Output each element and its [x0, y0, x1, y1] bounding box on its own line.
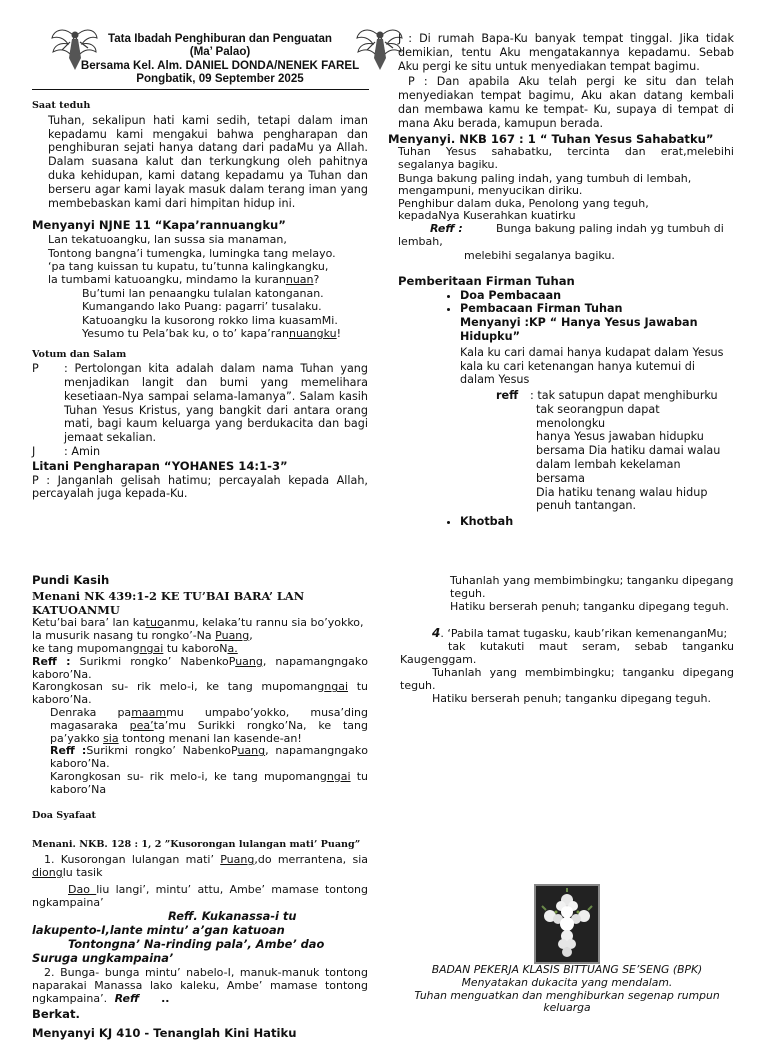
- song-heading: Menyanyi :KP “ Hanya Yesus Jawaban Hidupku”: [460, 316, 698, 343]
- lyric-line: Kumangando lako Puang: pagarri’ tusalaku.: [82, 300, 322, 314]
- lyric-text: 1. Kusorongan lulangan mati’: [44, 853, 221, 867]
- lyric-underlined: ngai: [326, 769, 351, 783]
- section-heading-nkb167: Menyanyi. NKB 167 : 1 “ Tuhan Yesus Sahabatku”: [388, 131, 714, 146]
- footer-org: BADAN PEKERJA KLASIS BITTUANG SE’SENG (BPK): [431, 963, 703, 976]
- header-rule: [32, 89, 369, 90]
- lyric-line: Tuhan Yesus sahabatku, tercinta dan erat,melebihi segalanya bagiku.: [398, 145, 734, 171]
- header-family: Bersama Kel. Alm. DANIEL DONDA/NENEK FAREL: [80, 58, 360, 72]
- footer-message: Menyatakan dukacita yang mendalam.: [461, 975, 673, 989]
- lyric-text: la musurik nasang tu rongko’-Na: [32, 629, 216, 643]
- lyric-text: , napamangngakо kaboro’Na.: [50, 744, 368, 771]
- reff-line: Reff. Kukanassa-i tu lakupento-I,lante mintu’ a’gan katuoan: [32, 909, 297, 938]
- lyric-text: ?: [313, 273, 320, 287]
- lyric-text: ..: [161, 991, 170, 1005]
- header-date: Pongbatik, 09 September 2025: [136, 72, 304, 86]
- lyric-line: [400, 627, 734, 640]
- reff-label: Reff :: [430, 221, 463, 235]
- lyric-line: [32, 854, 368, 880]
- lyric-underlined: uang: [235, 654, 263, 668]
- lyric-underlined: nuangku: [288, 327, 337, 341]
- lyric-text: ke tang mupomang: [32, 641, 140, 655]
- lyric-line: ‘pa tang kuissan tu kupatu, tu’tunna kalingkangku,: [48, 259, 329, 273]
- kp-song: [398, 316, 734, 513]
- flower-cross-icon: [536, 886, 598, 962]
- lyric-text: tu kaboro’Na.: [32, 680, 368, 707]
- section-heading-nk439: Menani NK 439:1-2 KE TU’BAI BARA’ LAN KATUOANMU: [32, 588, 305, 617]
- lyric-text: lu tasik: [62, 865, 103, 879]
- footer-blessing: Tuhan menguatkan dan menghiburkan segenap rumpun keluarga: [414, 988, 720, 1015]
- lyric-line: Tuhanlah yang membimbingku; tanganku dipegang teguh.: [450, 574, 734, 600]
- section-heading-njne: Menyanyi NJNE 11 “Kapa’rannuangku”: [32, 218, 286, 233]
- header-subtitle: (Ma’ Palao): [189, 45, 251, 59]
- lyric-line: Bu’tumi lan penaangku tulalan katonganan.: [82, 286, 324, 300]
- votum-j: [32, 445, 368, 459]
- header-title: Tata Ibadah Penghiburan dan Penguatan: [108, 32, 332, 45]
- lyric-text: !: [336, 327, 342, 341]
- verse-number: 4: [432, 626, 441, 640]
- lyric-text: Ketu’bai bara’ lan ka: [32, 616, 146, 630]
- lyric-text: Surikmi rongko’ NabenkoP: [86, 744, 238, 758]
- lyric-underlined: Dao: [68, 882, 97, 896]
- lyric-text: 2. Bunga- bunga mintu’ nabelo-I, manuk-manuk tontong naparakai Manassa lako kaleku, Ambe’ mamase tontong ngkampaina’.: [32, 966, 368, 1005]
- lyric-underlined: nuan: [285, 273, 314, 287]
- litani-p-text: P : Dan apabila Aku telah pergi ke situ dan telah menyediakan tempat bagimu, Aku akan datang kembali dan membawa kamu ke tempat- Ku, supaya di tempat di mana Aku berada, kamupun berada.: [398, 75, 734, 130]
- votum-j-text: : Amin: [64, 445, 101, 458]
- lyric-text: ,: [249, 629, 253, 643]
- lyric-text: Surikmi rongko’ NabenkoP: [70, 654, 236, 668]
- left-column-top: [32, 99, 368, 501]
- left-column-bottom: [32, 574, 368, 1039]
- lyric-underlined: diong: [32, 865, 63, 879]
- lyric-text: Yesumo tu Pela’bak ku, o to’ kapa’ran: [82, 327, 289, 341]
- lyric-underlined: sia: [103, 731, 119, 745]
- reff-label: reff: [496, 389, 519, 403]
- section-heading-doa-syafaat: Doa Syafaat: [32, 809, 96, 821]
- list-item: • Pembacaan Firman Tuhan: [460, 302, 734, 316]
- page-header: [70, 32, 370, 86]
- lyric-line: Lan tekatuoangku, lan sussa sia manaman,: [48, 233, 287, 247]
- reff-line: dalam lembah kekelaman bersama: [536, 458, 681, 485]
- flower-cross-icon: [534, 884, 600, 964]
- reff-line: bersama Dia hatiku damai walau: [536, 444, 721, 458]
- votum-p-text: : Pertolongan kita adalah dalam nama Tuhan yang menjadikan langit dan bumi yang memelihara kesetiaan-Nya sampai selama-lamanya”. Salam kasih Tuhan Yesus Kristus, yang bangkit dari antara orang mati, bagi kaum keluarga yang berdukacita dan bagi jemaat sekalian.: [64, 362, 368, 445]
- lyric-text: Denraka pa: [50, 705, 132, 719]
- reff-line: : tak satupun dapat menghiburku: [530, 389, 718, 403]
- lyric-text: ,do merrantena, sia: [254, 853, 368, 867]
- section-heading-nkb128: Menani. NKB. 128 : 1, 2 ”Kusorongan lulangan mati’ Puang”: [32, 839, 361, 851]
- section-heading-pundi: Pundi Kasih: [32, 573, 110, 587]
- lyric-underlined: Puang: [220, 853, 255, 867]
- reff-line: tak seorangpun dapat menolongku: [536, 402, 660, 430]
- lyric-underlined: pea’: [129, 718, 154, 732]
- lyric-line: [48, 273, 368, 286]
- reff-line: hanya Yesus jawaban hidupku: [536, 430, 704, 444]
- berkat-heading: Berkat.: [32, 1006, 80, 1021]
- lyric-line: kepadaNya Kuserahkan kuatirku: [398, 209, 576, 223]
- reff-label: Reff :: [32, 654, 71, 668]
- song-reff: [460, 389, 728, 513]
- lyric-underlined: uang: [237, 744, 266, 758]
- speaker-label: J: [32, 445, 36, 458]
- lyric-text: liu langi’, mintu’ attu, Ambe’ mamase tontong ngkampaina’: [32, 882, 368, 909]
- lyric-text: , napamangngakо kaboro’Na.: [32, 654, 368, 681]
- lyric-underlined: ngai: [139, 641, 164, 655]
- right-column-top: [388, 32, 734, 529]
- lyric-text: tu kaboro’Na: [50, 769, 368, 796]
- verse-4: [400, 627, 734, 705]
- lyric-line: tak kutakuti maut seram, sebab tanganku Kaugenggam.: [400, 640, 734, 666]
- lyric-line: Katuoangku la kusorong rokko lima kuasamMi.: [82, 313, 338, 327]
- reff-line: [398, 223, 734, 248]
- saat-teduh-text: Tuhan, sekalipun hati kami sedih, tetapi dalam iman kepadamu kami mengakui bahwa pengharapan dan penghiburan sejati hanya datang dari padaMu ya Allah. Dalam suasana kalut dan terkungkung oleh pahitnya duka kehidupan, kami datang kepadamu ya Tuhan dan berseru agar kami layak masuk dalam terang iman yang membebaskan kami dari himpitan hidup ini.: [48, 113, 368, 210]
- reff-text: Bunga bakung paling indah yg tumbuh di lembah,: [398, 221, 724, 248]
- nkb167-lyrics: [398, 146, 734, 262]
- lyric-underlined: a.: [227, 641, 238, 655]
- litani-j-text: J : Di rumah Bapa-Ku banyak tempat tinggal. Jika tidak demikian, tentu Aku mengatakannya kepadamu. Sebab Aku pergi ke situ untuk menyediakan tempat bagimu.: [398, 32, 734, 73]
- reff-line: Dia hatiku tenang walau hidup: [536, 485, 708, 499]
- song-text: Kala ku cari damai hanya kudapat dalam Yesus kala ku cari ketenangan hanya kutemui di dalam Yesus: [460, 345, 724, 387]
- nkb128-lyrics: [32, 854, 368, 1039]
- lyric-underlined: Puang: [215, 629, 250, 643]
- litani-text: P : Janganlah gelisah hatimu; percayalah kepada Allah, percayalah juga kepada-Ku.: [32, 473, 368, 501]
- lyric-text: ta’mu Surikki rongko’Na, ke tang pa’yakko: [50, 718, 368, 745]
- section-heading-votum: Votum dan Salam: [32, 349, 127, 361]
- lyric-text: . ‘Pabila tamat tugasku, kaub’rikan kemenanganMu;: [440, 627, 728, 640]
- votum-p: [32, 362, 368, 445]
- section-heading-firman: Pemberitaan Firman Tuhan: [398, 273, 575, 288]
- reff-line: Tontongna’ Na-rinding pala’, Ambe’ dao Suruga ungkampaina’: [32, 937, 325, 966]
- list-item: • Doa Pembacaan: [460, 289, 734, 303]
- lyric-text: anmu, kelaka’tu rannu sia bo’yokko,: [163, 616, 364, 630]
- lyric-line: [32, 681, 368, 707]
- lyric-line: [82, 327, 368, 340]
- footer-condolence: [400, 964, 734, 1015]
- lyric-underlined: maam: [131, 705, 167, 719]
- right-column-bottom: [400, 574, 734, 705]
- lyric-text: Karongkosan su- rik melo-i, ke tang mupomang: [32, 680, 325, 694]
- lyric-line: [32, 884, 368, 910]
- lyric-line: Penghibur dalam duka, Penolong yang teguh,: [398, 196, 649, 210]
- firman-list: [398, 289, 734, 317]
- speaker-label: P: [32, 362, 39, 376]
- lyric-line: Tuhanlah yang membimbingku; tanganku dipegang teguh.: [400, 666, 734, 692]
- lyric-line: [32, 967, 368, 1005]
- section-heading-kj410: Menyanyi KJ 410 - Tenanglah Kini Hatiku: [32, 1025, 297, 1040]
- lyric-text: mu umpabo’yokko, musa’ding magasaraka: [50, 705, 368, 732]
- lyric-text: tu kaboroN: [163, 641, 228, 655]
- section-heading-litani: Litani Pengharapan “YOHANES 14:1-3”: [32, 458, 288, 473]
- lyric-underlined: tuo: [145, 616, 164, 630]
- njne-stanza-1: [32, 233, 368, 287]
- reff-line: [32, 656, 368, 682]
- section-heading-saat-teduh: Saat teduh: [32, 100, 91, 111]
- lyric-text: la tumbami katuoangku, mindamo la kuran: [48, 273, 286, 287]
- lyric-line: [32, 707, 368, 745]
- lyric-line: [32, 771, 368, 797]
- lyric-line: Hatiku berserah penuh; tanganku dipegang teguh.: [450, 600, 729, 613]
- lyric-text: tontong menani lan kasende-an!: [118, 731, 302, 745]
- lyric-line: Hatiku berserah penuh; tanganku dipegang teguh.: [432, 692, 711, 705]
- reff-line: [32, 745, 368, 771]
- nk439-lyrics: [32, 617, 368, 796]
- lyric-text: Karongkosan su- rik melo-i, ke tang mupomang: [50, 769, 327, 783]
- firman-list-2: [398, 515, 734, 529]
- lyric-underlined: ngai: [324, 680, 349, 694]
- njne-stanza-2: [32, 287, 368, 341]
- lyric-line: Tontong bangna’i tumengka, lumingka tang melayo.: [48, 246, 336, 260]
- reff-continuation: melebihi segalanya bagiku.: [464, 249, 615, 263]
- reff-label: Reff: [114, 991, 140, 1005]
- list-item: • Khotbah: [460, 515, 734, 529]
- reff-line: penuh tantangan.: [536, 499, 637, 513]
- reff-label: Reff :: [50, 744, 87, 758]
- lyric-line: Bunga bakung paling indah, yang tumbuh di lembah, mengampuni, menyucikan diriku.: [398, 171, 692, 198]
